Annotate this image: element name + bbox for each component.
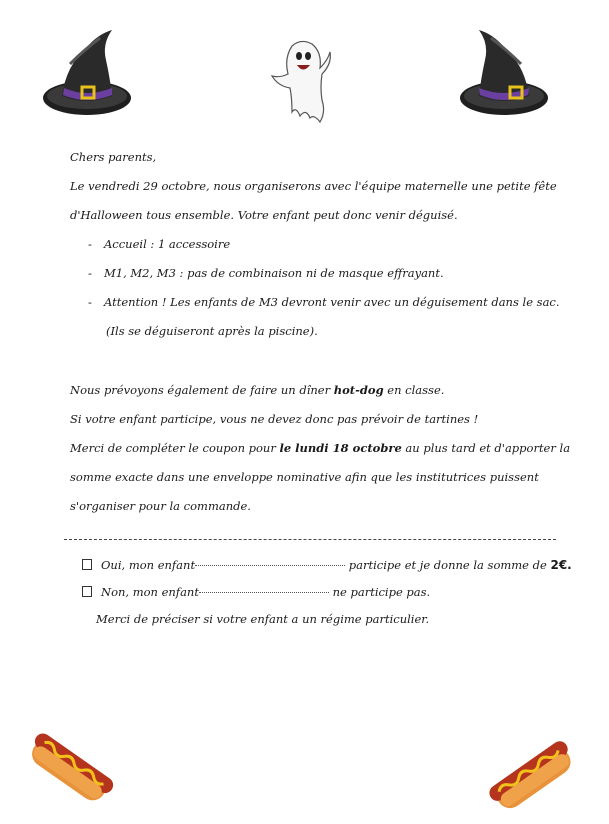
witch-hat-icon: [456, 26, 551, 121]
cut-line-divider: [64, 539, 556, 540]
coupon-no-option: Non, mon enfant ne participe pas.: [82, 582, 572, 609]
witch-hat-icon: [40, 26, 135, 121]
paragraph-line: somme exacte dans une enveloppe nominative afin que les institutrices puissent: [70, 470, 539, 484]
paragraph-line: Merci de compléter le coupon pour le lundi 18 octobre au plus tard et d'apporter la: [70, 441, 571, 455]
coupon-yes-option: Oui, mon enfant participe et je donne la somme de 2€.: [82, 555, 572, 582]
intro-line: Le vendredi 29 octobre, nous organiserons avec l'équipe maternelle une petite fête: [70, 179, 557, 193]
checkbox-yes[interactable]: [82, 559, 92, 570]
amount: 2€.: [550, 558, 572, 572]
hotdog-icon: [486, 738, 578, 814]
bullet-note: (Ils se déguiseront après la piscine).: [106, 324, 318, 338]
paragraph-line: s'organiser pour la commande.: [70, 499, 251, 513]
paragraph-line: Nous prévoyons également de faire un dîner hot-dog en classe.: [70, 383, 445, 397]
intro-line: d'Halloween tous ensemble. Votre enfant peut donc venir déguisé.: [70, 208, 458, 222]
list-item: - Accueil : 1 accessoire: [70, 234, 550, 263]
ghost-icon: [270, 38, 332, 124]
child-name-blank[interactable]: [195, 565, 345, 566]
hotdog-icon: [24, 728, 116, 810]
child-name-blank[interactable]: [199, 592, 329, 593]
coupon-note: Merci de préciser si votre enfant a un régime particulier.: [96, 612, 430, 626]
list-item: - M1, M2, M3 : pas de combinaison ni de masque effrayant.: [70, 263, 550, 292]
coupon: [82, 555, 572, 636]
list-item: - Attention ! Les enfants de M3 devront venir avec un déguisement dans le sac.: [70, 292, 550, 321]
paragraph-line: Si votre enfant participe, vous ne devez donc pas prévoir de tartines !: [70, 412, 479, 426]
greeting: Chers parents,: [70, 150, 157, 164]
checkbox-no[interactable]: [82, 586, 92, 597]
letter-body: [70, 147, 571, 525]
